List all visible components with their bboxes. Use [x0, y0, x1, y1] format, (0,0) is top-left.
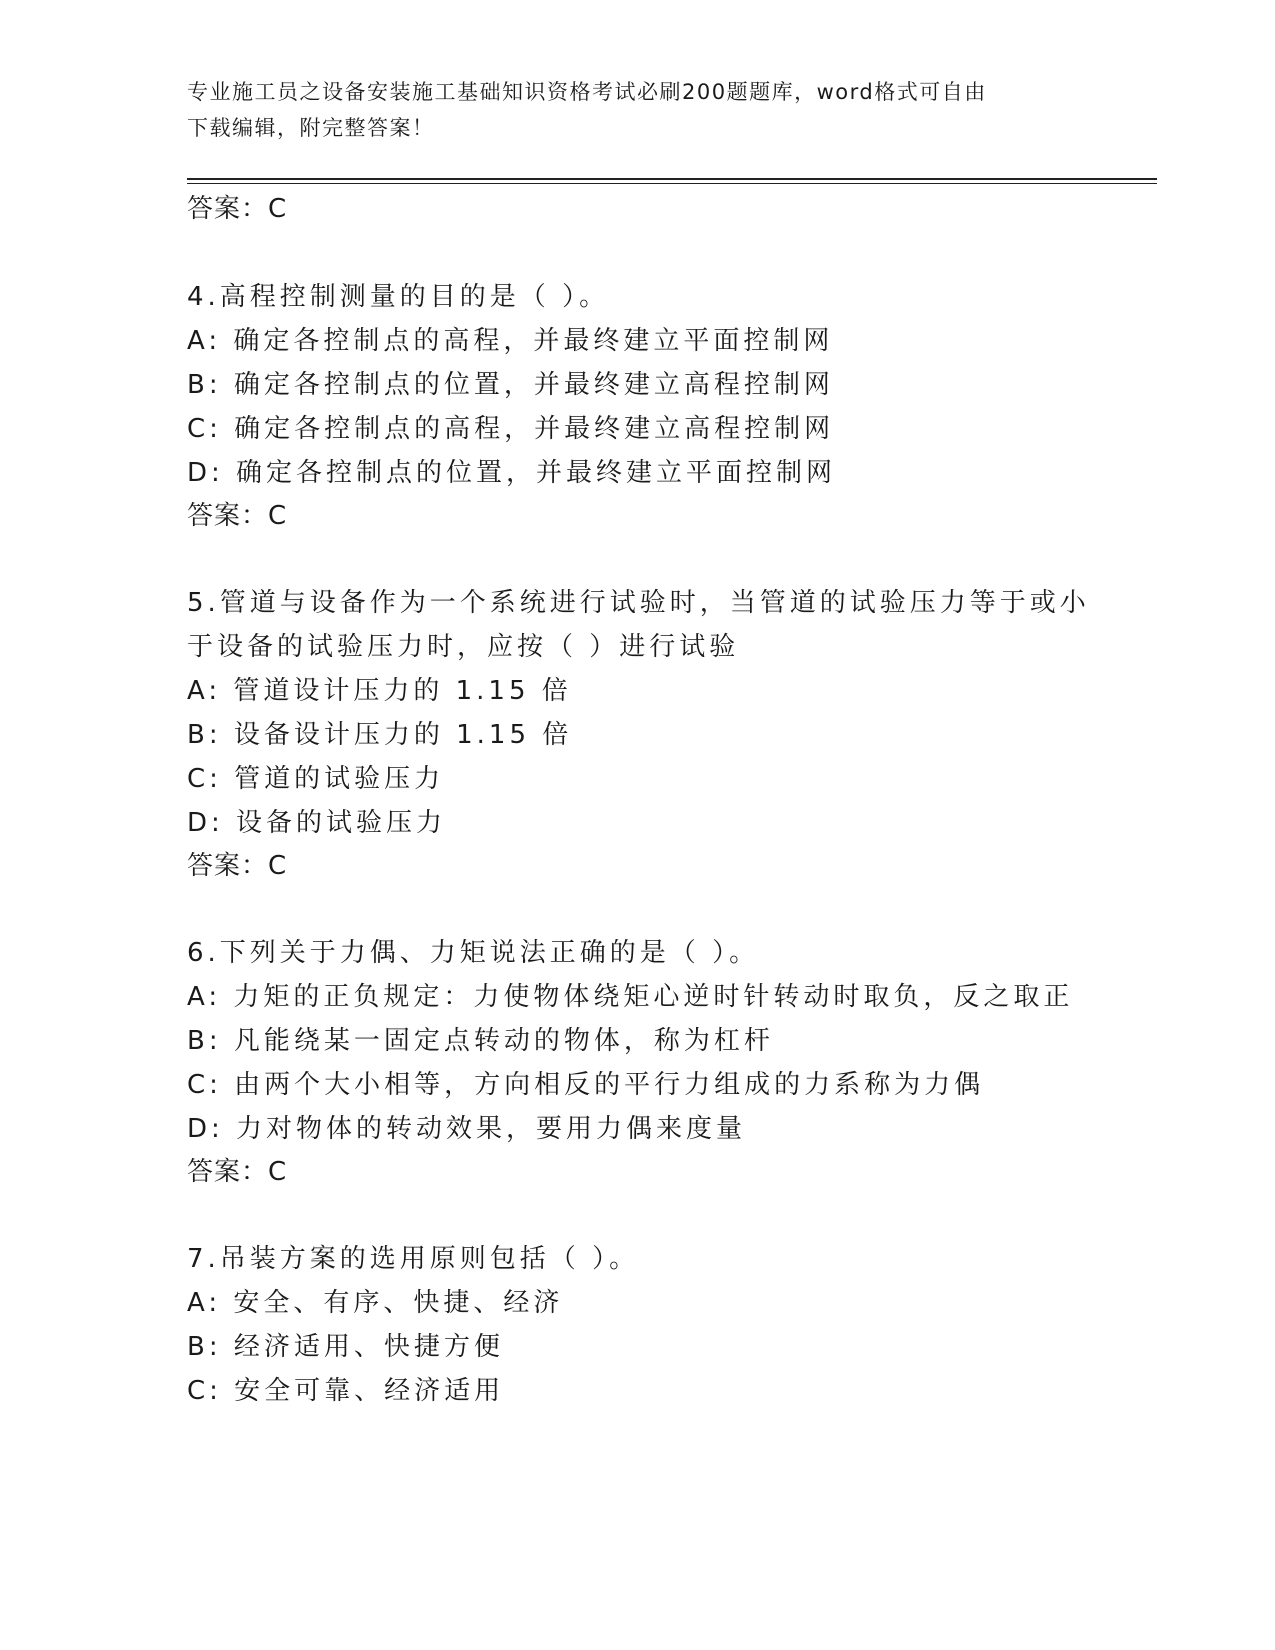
question-4-option-c: C: 确定各控制点的高程，并最终建立高程控制网: [187, 414, 835, 444]
question-4-option-d: D: 确定各控制点的位置，并最终建立平面控制网: [187, 458, 837, 488]
header-rule-thin: [187, 183, 1157, 184]
document-header: [187, 74, 1067, 146]
question-4-option-a: A: 确定各控制点的高程，并最终建立平面控制网: [187, 326, 834, 356]
question-7-option-a: A: 安全、有序、快捷、经济: [187, 1288, 564, 1318]
question-5-option-a: A: 管道设计压力的 1.15 倍: [187, 676, 572, 706]
header-line-1: 专业施工员之设备安装施工基础知识资格考试必刷200题题库，word格式可自由: [187, 80, 987, 104]
question-4-option-b: B: 确定各控制点的位置，并最终建立高程控制网: [187, 370, 834, 400]
question-4-answer: 答案：C: [187, 501, 288, 531]
question-5-stem-line-2: 于设备的试验压力时，应按（ ）进行试验: [187, 632, 740, 662]
header-rule-thick: [187, 178, 1157, 180]
question-7-stem: 7.吊装方案的选用原则包括（ ）。: [187, 1244, 640, 1274]
question-5-option-c: C: 管道的试验压力: [187, 764, 445, 794]
question-5-stem-line-1: 5.管道与设备作为一个系统进行试验时，当管道的试验压力等于或小: [187, 588, 1090, 618]
question-6-option-a: A: 力矩的正负规定：力使物体绕矩心逆时针转动时取负，反之取正: [187, 982, 1074, 1012]
question-6-answer: 答案：C: [187, 1157, 288, 1187]
answer-previous: 答案：C: [187, 194, 288, 224]
header-line-2: 下载编辑，附完整答案！: [187, 116, 435, 140]
question-6-stem: 6.下列关于力偶、力矩说法正确的是（ ）。: [187, 938, 760, 968]
question-6-option-c: C: 由两个大小相等，方向相反的平行力组成的力系称为力偶: [187, 1070, 985, 1100]
question-5-option-d: D: 设备的试验压力: [187, 808, 447, 838]
question-5-answer: 答案：C: [187, 851, 288, 881]
question-4-stem: 4.高程控制测量的目的是（ ）。: [187, 282, 610, 312]
question-6-option-d: D: 力对物体的转动效果，要用力偶来度量: [187, 1114, 747, 1144]
question-7-option-b: B: 经济适用、快捷方便: [187, 1332, 504, 1362]
question-5-option-b: B: 设备设计压力的 1.15 倍: [187, 720, 573, 750]
question-6-option-b: B: 凡能绕某一固定点转动的物体，称为杠杆: [187, 1026, 774, 1056]
question-7-option-c: C: 安全可靠、经济适用: [187, 1376, 505, 1406]
